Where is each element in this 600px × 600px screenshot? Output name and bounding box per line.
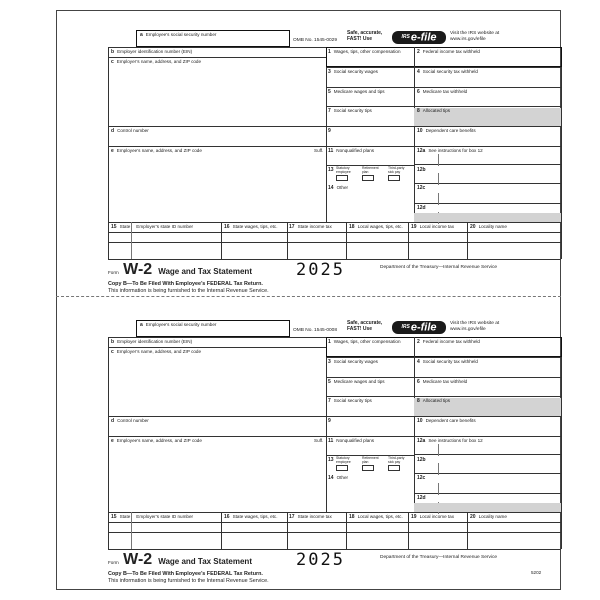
furnished-notice: This information is being furnished to the Internal Revenue Service. <box>108 288 269 294</box>
box-12a-label: See instructions for box 12 <box>428 438 483 443</box>
ssn-label: a Employee’s social security number <box>140 32 217 38</box>
box-8[interactable] <box>417 398 450 404</box>
label-suff: Suff. <box>314 148 324 153</box>
box-10-label: Dependent care benefits <box>425 418 476 423</box>
rule-state-col-2 <box>346 512 347 549</box>
box-13-number: 13 <box>328 167 334 173</box>
box-17-label: State income tax <box>297 514 332 519</box>
box-5[interactable] <box>328 379 385 385</box>
irs-efile-logo: IRSe-file <box>392 321 446 334</box>
rule-state-col-3 <box>408 222 409 259</box>
box-6[interactable] <box>417 89 467 95</box>
rule-col-1-2 <box>414 337 415 357</box>
rule-state-col-4 <box>467 222 468 259</box>
box-11-number: 11 <box>328 438 334 444</box>
form-title: Wage and Tax Statement <box>158 557 252 566</box>
box-12c-number: 12c <box>417 185 426 191</box>
rule-b <box>108 57 326 58</box>
rule-row-0 <box>326 67 561 68</box>
box-12c-number: 12c <box>417 475 426 481</box>
box-1-label: Wages, tips, other compensation <box>333 339 401 344</box>
box-2-label: Federal income tax withheld <box>422 339 480 344</box>
label-e: e Employee’s name, address, and ZIP code <box>111 148 202 154</box>
shade-box-12d-bottom <box>414 213 561 222</box>
box-2-label: Federal income tax withheld <box>422 49 480 54</box>
box-15[interactable] <box>111 514 193 520</box>
box-20[interactable] <box>470 224 507 230</box>
box-6-number: 6 <box>417 379 420 385</box>
box-6-label: Medicare tax withheld <box>422 379 468 384</box>
rule-state-col-1 <box>287 222 288 259</box>
form-name: W-2 <box>123 261 153 278</box>
form-word: Form <box>108 270 119 275</box>
copy-b-instruction: Copy B—To Be Filed With Employee’s FEDERAL Tax Return. <box>108 571 263 577</box>
rule-col-2 <box>414 337 415 512</box>
box-3[interactable] <box>328 69 378 75</box>
box-1[interactable] <box>328 49 401 55</box>
box-9-number: 9 <box>328 418 331 424</box>
rule-12a <box>414 164 561 165</box>
box12-code-divider-0 <box>438 154 439 166</box>
box-20-label: Locality name <box>478 224 507 229</box>
label-b: b Employer identification number (EIN) <box>111 49 193 55</box>
rule-state-col-0 <box>221 512 222 549</box>
box-17[interactable] <box>289 514 332 520</box>
box-14-number: 14 <box>328 185 334 191</box>
rule-12a <box>414 454 561 455</box>
box-18-number: 18 <box>349 514 355 520</box>
treasury-department: Department of the Treasury—Internal Revenue Service <box>380 555 498 560</box>
rule-row-3 <box>326 416 561 417</box>
box-12d-number: 12d <box>417 205 426 211</box>
rule-d <box>108 146 326 147</box>
form-id <box>108 261 252 279</box>
rule-row-0 <box>326 357 561 358</box>
box-14-number: 14 <box>328 475 334 481</box>
box-3-label: Social security wages <box>333 359 378 364</box>
box-19-label: Local income tax <box>419 224 455 229</box>
box-17-number: 17 <box>289 224 295 230</box>
box-10-label: Dependent care benefits <box>425 128 476 133</box>
tax-year: 2025 <box>296 260 345 280</box>
rule-col-1 <box>326 47 327 222</box>
box-18[interactable] <box>349 224 403 230</box>
box12-code-divider-0 <box>438 444 439 456</box>
form-id <box>108 551 252 569</box>
box-12d[interactable] <box>417 205 429 211</box>
box-15-employer-state-id-label: Employer’s state ID number <box>136 514 194 519</box>
omb-number: OMB No. 1545-0008 <box>293 328 337 333</box>
box-15-number: 15 <box>111 514 117 520</box>
rule-row-2 <box>326 106 561 107</box>
furnished-notice: This information is being furnished to the Internal Revenue Service. <box>108 578 269 584</box>
box-2[interactable] <box>417 339 480 345</box>
box-10-number: 10 <box>417 418 423 424</box>
box-19-number: 19 <box>411 224 417 230</box>
box13-check-label-1: Retirement plan <box>362 456 379 464</box>
box-12b[interactable] <box>417 457 429 463</box>
box-12d-number: 12d <box>417 495 426 501</box>
perforation-line <box>56 296 561 297</box>
box-13-number: 13 <box>328 457 334 463</box>
box-14[interactable] <box>328 185 348 191</box>
tax-year: 2025 <box>296 550 345 570</box>
rule-state-row <box>108 532 561 533</box>
box12-code-divider-1 <box>438 173 439 185</box>
box-16-number: 16 <box>224 514 230 520</box>
form-title: Wage and Tax Statement <box>158 267 252 276</box>
box-7-label: Social security tips <box>333 108 372 113</box>
box-6-label: Medicare tax withheld <box>422 89 468 94</box>
box13-check-label-0: Statutory employee <box>336 456 351 464</box>
box13-checkbox-2[interactable] <box>388 465 400 471</box>
box-9[interactable] <box>328 418 334 424</box>
box-6[interactable] <box>417 379 467 385</box>
box-14[interactable] <box>328 475 348 481</box>
form-word: Form <box>108 560 119 565</box>
box13-checkbox-1[interactable] <box>362 175 374 181</box>
rule-row-1 <box>326 87 561 88</box>
safe-accurate-text: Safe, accurate, FAST! Use <box>347 30 383 42</box>
box-4[interactable] <box>417 69 478 75</box>
box-20-label: Locality name <box>478 514 507 519</box>
rule-left-edge <box>108 47 109 259</box>
box-8-label: Allocated tips <box>422 108 451 113</box>
w2-copy-1 <box>56 10 561 294</box>
box-11-label: Nonqualified plans <box>336 438 375 443</box>
box13-check-label-2: Third-party sick pay <box>388 456 405 464</box>
box-20-number: 20 <box>470 224 476 230</box>
box-1-number: 1 <box>328 49 331 55</box>
box-12b-number: 12b <box>417 167 426 173</box>
box-4-label: Social security tax withheld <box>422 69 478 74</box>
rule-12c <box>414 203 561 204</box>
box-12a-number: 12a <box>417 438 426 444</box>
rule-right-edge <box>561 47 562 259</box>
box-19[interactable] <box>411 514 454 520</box>
rule-12c <box>414 493 561 494</box>
box-7-number: 7 <box>328 398 331 404</box>
box-7[interactable] <box>328 398 372 404</box>
box-18-label: Local wages, tips, etc. <box>357 514 403 519</box>
box13-checkbox-0[interactable] <box>336 175 348 181</box>
rule-12b <box>414 183 561 184</box>
box-11-label: Nonqualified plans <box>336 148 375 153</box>
box13-checkbox-0[interactable] <box>336 465 348 471</box>
rule-row-3 <box>326 126 561 127</box>
box-17-number: 17 <box>289 514 295 520</box>
box-15-number: 15 <box>111 224 117 230</box>
rule-state-col-4 <box>467 512 468 549</box>
box-4-label: Social security tax withheld <box>422 359 478 364</box>
box-12b-number: 12b <box>417 457 426 463</box>
box-4-number: 4 <box>417 359 420 365</box>
form-name: W-2 <box>123 551 153 568</box>
box-5-number: 5 <box>328 89 331 95</box>
box-4-number: 4 <box>417 69 420 75</box>
box-17-label: State income tax <box>297 224 332 229</box>
box12-code-divider-1 <box>438 463 439 475</box>
rule-state-mid <box>108 232 561 233</box>
box-9[interactable] <box>328 128 334 134</box>
box-1[interactable] <box>328 339 401 345</box>
rule-left-edge <box>108 337 109 549</box>
box13-check-label-1: Retirement plan <box>362 166 379 174</box>
box-8-number: 8 <box>417 108 420 114</box>
box-3-number: 3 <box>328 69 331 75</box>
rule-state-top <box>108 512 561 513</box>
box-2-number: 2 <box>417 339 420 345</box>
rule-right-edge <box>561 337 562 549</box>
box-2-number: 2 <box>417 49 420 55</box>
box-12a-number: 12a <box>417 148 426 154</box>
box-5-label: Medicare wages and tips <box>333 89 385 94</box>
box-16-label: State wages, tips, etc. <box>232 514 278 519</box>
box-8-number: 8 <box>417 398 420 404</box>
box13-check-label-0: Statutory employee <box>336 166 351 174</box>
box13-checkbox-2[interactable] <box>388 175 400 181</box>
box-15[interactable] <box>111 224 193 230</box>
label-suff: Suff. <box>314 438 324 443</box>
rule-c <box>108 416 326 417</box>
box-10[interactable] <box>417 128 476 134</box>
box-15-label: State <box>119 514 131 519</box>
box13-checkbox-1[interactable] <box>362 465 374 471</box>
box-11[interactable] <box>328 438 374 444</box>
box-7[interactable] <box>328 108 372 114</box>
box-11[interactable] <box>328 148 374 154</box>
label-d: d Control number <box>111 418 149 424</box>
rule-12b <box>414 473 561 474</box>
box-16-number: 16 <box>224 224 230 230</box>
box-2[interactable] <box>417 49 480 55</box>
box-20[interactable] <box>470 514 507 520</box>
box-3-number: 3 <box>328 359 331 365</box>
label-c: c Employer’s name, address, and ZIP code <box>111 59 202 65</box>
rule-state-row <box>108 242 561 243</box>
box-11-number: 11 <box>328 148 334 154</box>
treasury-department: Department of the Treasury—Internal Revenue Service <box>380 265 498 270</box>
box-8[interactable] <box>417 108 450 114</box>
box-4[interactable] <box>417 359 478 365</box>
rule-c <box>108 126 326 127</box>
catalog-number: 5202 <box>531 570 542 575</box>
box-10-number: 10 <box>417 128 423 134</box>
box-12a-label: See instructions for box 12 <box>428 148 483 153</box>
omb-number: OMB No. 1545-0029 <box>293 38 337 43</box>
label-e: e Employee’s name, address, and ZIP code <box>111 438 202 444</box>
rule-col-1 <box>326 337 327 512</box>
box13-check-label-2: Third-party sick pay <box>388 166 405 174</box>
rule-row-4 <box>326 436 561 437</box>
box-5[interactable] <box>328 89 385 95</box>
safe-accurate-text: Safe, accurate, FAST! Use <box>347 320 383 332</box>
box-14-label: Other <box>336 475 349 480</box>
box-19-number: 19 <box>411 514 417 520</box>
box-12a[interactable] <box>417 438 483 444</box>
box-9-number: 9 <box>328 128 331 134</box>
box12-code-divider-2 <box>438 483 439 495</box>
box12-code-divider-2 <box>438 193 439 205</box>
box-1-label: Wages, tips, other compensation <box>333 49 401 54</box>
box-5-label: Medicare wages and tips <box>333 379 385 384</box>
box-18[interactable] <box>349 514 403 520</box>
rule-d <box>108 436 326 437</box>
rule-state-col-0 <box>221 222 222 259</box>
rule-state-mid <box>108 522 561 523</box>
box-5-number: 5 <box>328 379 331 385</box>
rule-col-1-2 <box>414 47 415 67</box>
box-15-employer-state-id-label: Employer’s state ID number <box>136 224 194 229</box>
box-19[interactable] <box>411 224 454 230</box>
box-20-number: 20 <box>470 514 476 520</box>
rule-state-col-2 <box>346 222 347 259</box>
box-7-number: 7 <box>328 108 331 114</box>
label-d: d Control number <box>111 128 149 134</box>
box-7-label: Social security tips <box>333 398 372 403</box>
box-8-label: Allocated tips <box>422 398 451 403</box>
box-18-number: 18 <box>349 224 355 230</box>
box-19-label: Local income tax <box>419 514 455 519</box>
box-3-label: Social security wages <box>333 69 378 74</box>
box-14-label: Other <box>336 185 349 190</box>
box-12b[interactable] <box>417 167 429 173</box>
copy-b-instruction: Copy B—To Be Filed With Employee’s FEDERAL Tax Return. <box>108 281 263 287</box>
box-6-number: 6 <box>417 89 420 95</box>
box-3[interactable] <box>328 359 378 365</box>
irs-efile-logo: IRSe-file <box>392 31 446 44</box>
box-12c[interactable] <box>417 475 428 481</box>
box-18-label: Local wages, tips, etc. <box>357 224 403 229</box>
visit-irs-text: Visit the IRS website at www.irs.gov/efile <box>450 321 500 332</box>
box-12c[interactable] <box>417 185 428 191</box>
box-16[interactable] <box>224 514 278 520</box>
box-12d[interactable] <box>417 495 429 501</box>
rule-col-2 <box>414 47 415 222</box>
ssn-label: a Employee’s social security number <box>140 322 217 328</box>
rule-state-col-3 <box>408 512 409 549</box>
rule-row-4 <box>326 146 561 147</box>
rule-state-col-1 <box>287 512 288 549</box>
shade-box-12d-bottom <box>414 503 561 512</box>
box-10[interactable] <box>417 418 476 424</box>
rule-row-1 <box>326 377 561 378</box>
box-12a[interactable] <box>417 148 483 154</box>
rule-row-2 <box>326 396 561 397</box>
box-16[interactable] <box>224 224 278 230</box>
visit-irs-text: Visit the IRS website at www.irs.gov/efile <box>450 31 500 42</box>
box-15-label: State <box>119 224 131 229</box>
rule-state-top <box>108 222 561 223</box>
rule-b <box>108 347 326 348</box>
box-16-label: State wages, tips, etc. <box>232 224 278 229</box>
box-1-number: 1 <box>328 339 331 345</box>
label-b: b Employer identification number (EIN) <box>111 339 193 345</box>
box-17[interactable] <box>289 224 332 230</box>
label-c: c Employer’s name, address, and ZIP code <box>111 349 202 355</box>
